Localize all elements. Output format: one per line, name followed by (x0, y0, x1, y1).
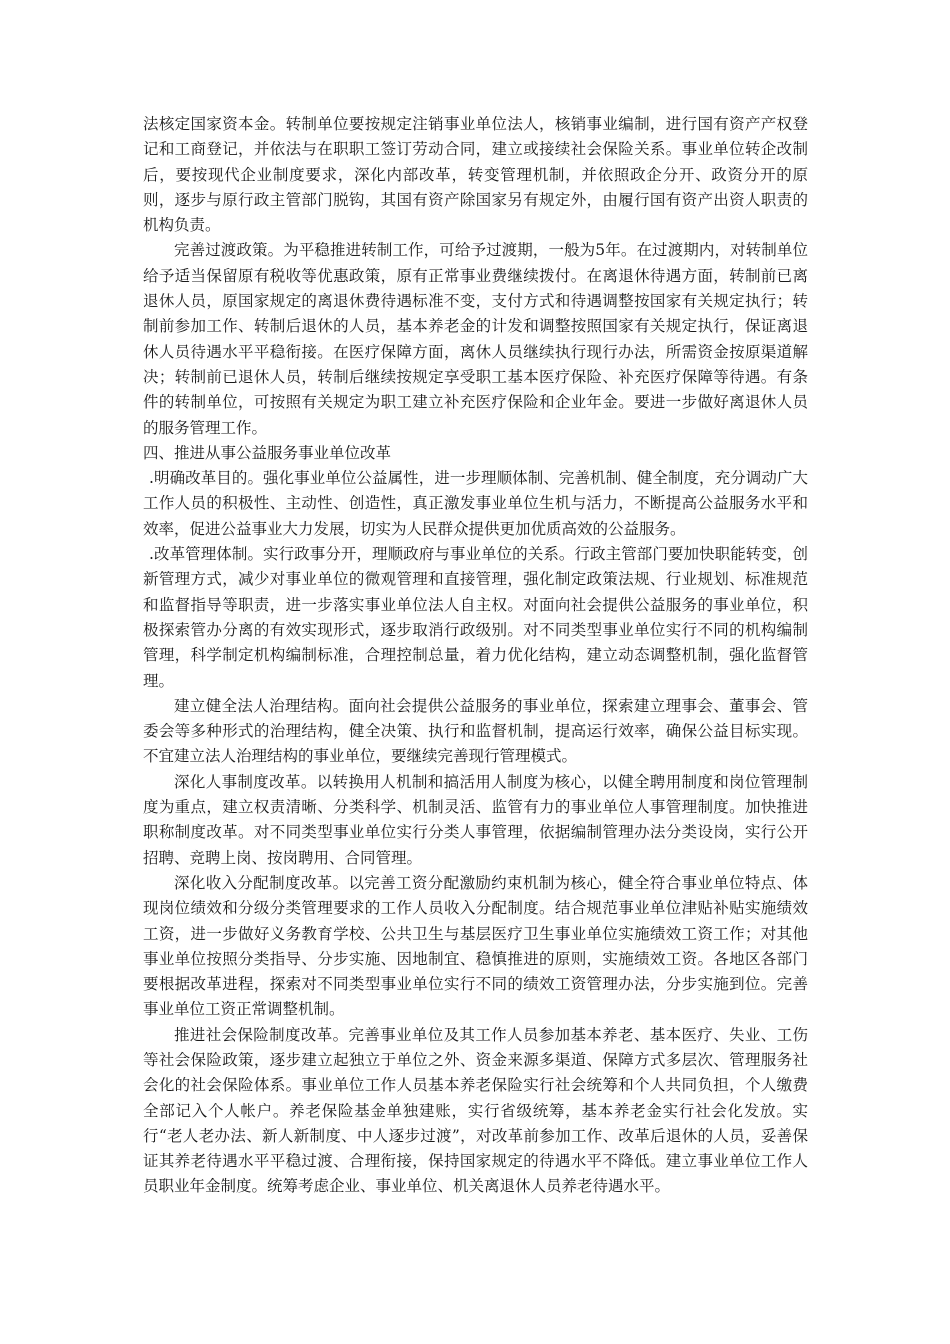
paragraph-management-system: .改革管理体制。实行政事分开，理顺政府与事业单位的关系。行政主管部门要加快职能转变，创新管理方式，减少对事业单位的微观管理和直接管理，强化制定政策法规、行业规划、标准规范和监督指导等职责，进一步落实事业单位法人自主权。对面向社会提供公益服务的事业单位，积极探索管办分离的有效实现形式，逐步取消行政级别。对不同类型事业单位实行不同的机构编制管理，科学制定机构编制标准，合理控制总量，着力优化结构，建立动态调整机制，强化监督管理。 (143, 545, 808, 690)
paragraph-social-insurance: 推进社会保险制度改革。完善事业单位及其工作人员参加基本养老、基本医疗、失业、工伤等社会保险政策，逐步建立起独立于单位之外、资金来源多渠道、保障方式多层次、管理服务社会化的社会保险体系。事业单位工作人员基本养老保险实行社会统筹和个人共同负担，个人缴费全部记入个人帐户。养老保险基金单独建账，实行省级统筹，基本养老金实行社会化发放。实行“老人老办法、新人新制度、中人逐步过渡”，对改革前参加工作、改革后退休的人员，妥善保证其养老待遇水平平稳过渡、合理衔接，保持国家规定的待遇水平不降低。建立事业单位工作人员职业年金制度。统筹考虑企业、事业单位、机关离退休人员养老待遇水平。 (143, 1025, 808, 1196)
paragraph-governance-structure: 建立健全法人治理结构。面向社会提供公益服务的事业单位，探索建立理事会、董事会、管委会等多种形式的治理结构，健全决策、执行和监督机制，提高运行效率，确保公益目标实现。不宜建立法人治理结构的事业单位，要继续完善现行管理模式。 (143, 696, 808, 766)
document-body (143, 112, 808, 1200)
paragraph-reform-purpose: .明确改革目的。强化事业单位公益属性，进一步理顺体制、完善机制、健全制度，充分调动广大工作人员的积极性、主动性、创造性，真正激发事业单位生机与活力，不断提高公益服务水平和效率，促进公益事业大力发展，切实为人民群众提供更加优质高效的公益服务。 (143, 469, 808, 538)
paragraph-capital-verification: 法核定国家资本金。转制单位要按规定注销事业单位法人，核销事业编制，进行国有资产产权登记和工商登记，并依法与在职职工签订劳动合同，建立或接续社会保险关系。事业单位转企改制后，要按现代企业制度要求，深化内部改革，转变管理机制，并依照政企分开、政资分开的原则，逐步与原行政主管部门脱钩，其国有资产除国家另有规定外，由履行国有资产出资人职责的机构负责。 (143, 115, 808, 235)
paragraph-income-distribution: 深化收入分配制度改革。以完善工资分配激励约束机制为核心，健全符合事业单位特点、体现岗位绩效和分级分类管理要求的工作人员收入分配制度。结合规范事业单位津贴补贴实施绩效工资，进一步做好义务教育学校、公共卫生与基层医疗卫生事业单位实施绩效工资工作；对其他事业单位按照分类指导、分步实施、因地制宜、稳慎推进的原则，实施绩效工资。各地区各部门要根据改革进程，探索对不同类型事业单位实行不同的绩效工资管理办法，分步实施到位。完善事业单位工资正常调整机制。 (143, 873, 808, 1019)
section-heading-public-welfare-reform: 四、推进从事公益服务事业单位改革 (143, 443, 392, 462)
paragraph-personnel-reform: 深化人事制度改革。以转换用人机制和搞活用人制度为核心，以健全聘用制度和岗位管理制度为重点，建立权责清晰、分类科学、机制灵活、监管有力的事业单位人事管理制度。加快推进职称制度改革。对不同类型事业单位实行分类人事管理，依据编制管理办法分类设岗，实行公开招聘、竞聘上岗、按岗聘用、合同管理。 (143, 772, 808, 867)
paragraph-transition-policy: 完善过渡政策。为平稳推进转制工作，可给予过渡期，一般为5年。在过渡期内，对转制单位给予适当保留原有税收等优惠政策，原有正常事业费继续拨付。在离退休待遇方面，转制前已离退休人员，原国家规定的离退休费待遇标准不变，支付方式和待遇调整按国家有关规定执行；转制前参加工作、转制后退休的人员，基本养老金的计发和调整按照国家有关规定执行，保证离退休人员待遇水平平稳衔接。在医疗保障方面，离休人员继续执行现行办法，所需资金按原渠道解决；转制前已退休人员，转制后继续按规定享受职工基本医疗保险、补充医疗保障等待遇。有条件的转制单位，可按照有关规定为职工建立补充医疗保险和企业年金。要进一步做好离退休人员的服务管理工作。 (143, 241, 808, 437)
